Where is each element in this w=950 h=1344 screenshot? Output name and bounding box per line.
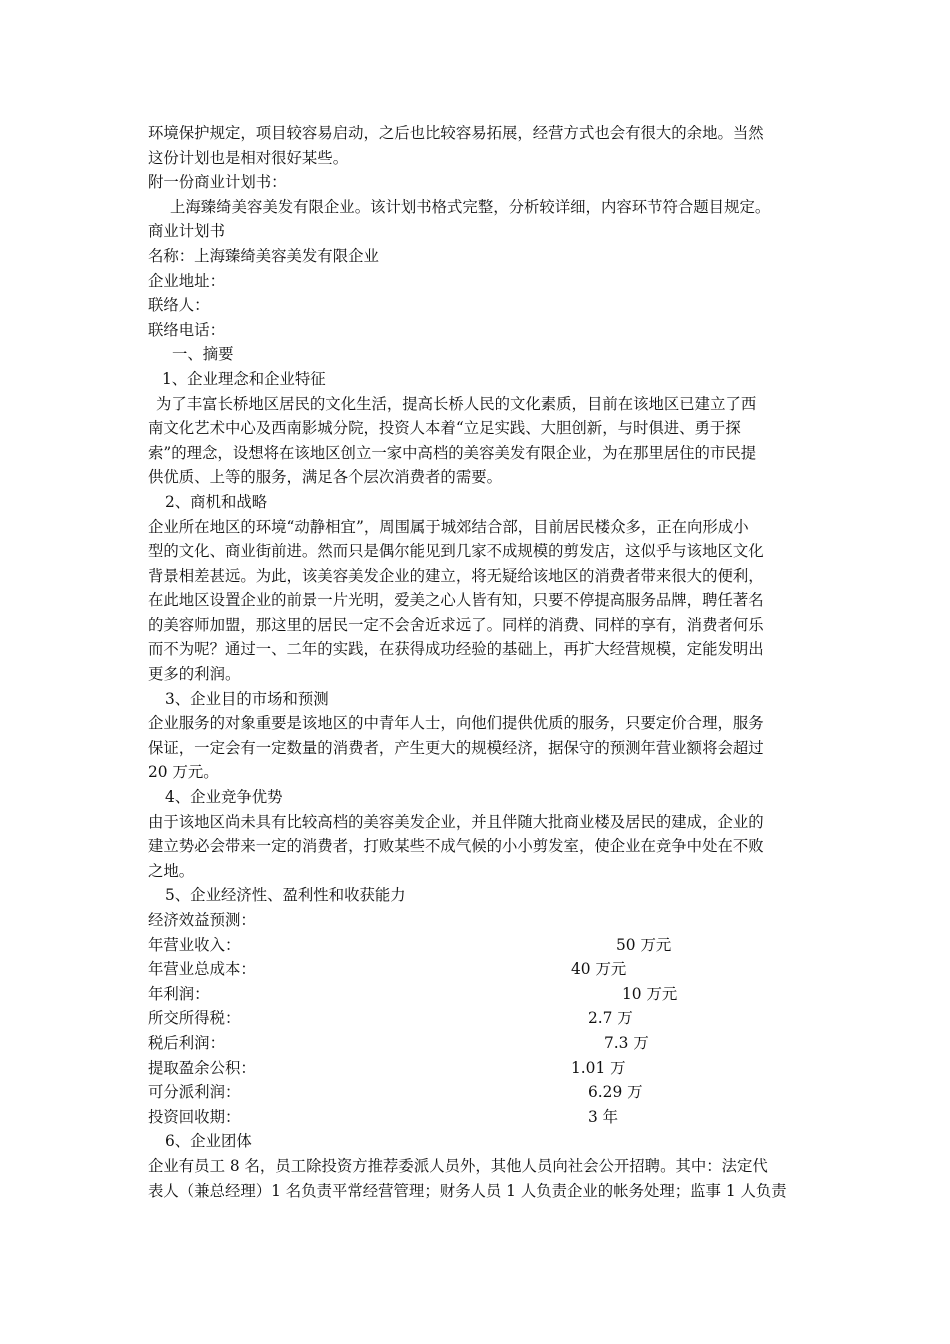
subsection-heading: 6、企业团体 xyxy=(165,1132,252,1151)
paragraph-line: 建立势必会带来一定的消费者，打败某些不成气候的小小剪发室，使企业在竞争中处在不败 xyxy=(148,837,764,856)
subsection-heading: 5、企业经济性、盈利性和收获能力 xyxy=(165,886,406,905)
forecast-label: 所交所得税： xyxy=(148,1009,241,1028)
forecast-row xyxy=(148,1056,838,1081)
contact-phone: 联络电话： xyxy=(148,320,225,339)
subsection-heading: 4、企业竞争优势 xyxy=(165,788,283,807)
paragraph-line: 的美容师加盟，那这里的居民一定不会舍近求远了。同样的消费、同样的享有，消费者何乐 xyxy=(148,615,764,634)
forecast-value: 6.29 万 xyxy=(588,1083,643,1102)
paragraph-line: 由于该地区尚未具有比较高档的美容美发企业，并且伴随大批商业楼及居民的建成，企业的 xyxy=(148,812,764,831)
contact-person: 联络人： xyxy=(148,296,210,315)
forecast-value: 1.01 万 xyxy=(571,1058,626,1077)
subsection-heading: 3、企业目的市场和预测 xyxy=(165,689,329,708)
forecast-row xyxy=(148,1031,838,1056)
paragraph-line: 为了丰富长桥地区居民的文化生活，提高长桥人民的文化素质，目前在该地区已建立了西 xyxy=(156,394,757,413)
paragraph-line: 企业有员工 8 名，员工除投资方推荐委派人员外，其他人员向社会公开招聘。其中：法定代 xyxy=(148,1156,768,1175)
forecast-value: 7.3 万 xyxy=(604,1033,649,1052)
document-title: 商业计划书 xyxy=(148,222,225,241)
forecast-label: 年营业收入： xyxy=(148,935,241,954)
forecast-label: 可分派利润： xyxy=(148,1083,241,1102)
forecast-label: 提取盈余公积： xyxy=(148,1058,256,1077)
forecast-row xyxy=(148,957,838,982)
forecast-row xyxy=(148,1105,838,1130)
forecast-label: 税后利润： xyxy=(148,1033,225,1052)
attachment-note: 附一份商业计划书： xyxy=(148,173,287,192)
forecast-value: 3 年 xyxy=(588,1107,619,1126)
forecast-value: 2.7 万 xyxy=(588,1009,633,1028)
paragraph-line: 更多的利润。 xyxy=(148,665,241,684)
forecast-row xyxy=(148,982,838,1007)
paragraph-line: 20 万元。 xyxy=(148,763,219,782)
paragraph-line: 保证，一定会有一定数量的消费者，产生更大的规模经济，据保守的预测年营业额将会超过 xyxy=(148,738,764,757)
forecast-row xyxy=(148,1006,838,1031)
paragraph-line: 企业所在地区的环境“动静相宜”，周围属于城郊结合部，目前居民楼众多，正在向形成小 xyxy=(148,517,749,536)
paragraph-line: 而不为呢？通过一、二年的实践，在获得成功经验的基础上，再扩大经营规模，定能发明出 xyxy=(148,640,764,659)
forecast-label: 年营业总成本： xyxy=(148,960,256,979)
forecast-title: 经济效益预测： xyxy=(148,911,256,929)
paragraph-line: 型的文化、商业街前进。然而只是偶尔能见到几家不成规模的剪发店，这似乎与该地区文化 xyxy=(148,542,764,561)
subsection-heading: 2、商机和战略 xyxy=(165,492,268,511)
paragraph-line: 供优质、上等的服务，满足各个层次消费者的需要。 xyxy=(148,468,502,487)
forecast-value: 40 万元 xyxy=(571,960,627,979)
paragraph-line: 南文化艺术中心及西南影城分院，投资人本着“立足实践、大胆创新，与时俱进、勇于探 xyxy=(148,419,741,438)
paragraph-line: 在此地区设置企业的前景一片光明，爱美之心人皆有知，只要不停提高服务品牌，聘任著名 xyxy=(148,591,764,610)
forecast-label: 年利润： xyxy=(148,984,210,1003)
paragraph-line: 之地。 xyxy=(148,861,195,880)
forecast-value: 50 万元 xyxy=(616,935,672,954)
company-name: 名称：上海臻绮美容美发有限企业 xyxy=(148,246,379,265)
company-address: 企业地址： xyxy=(148,271,225,290)
forecast-row xyxy=(148,933,838,958)
forecast-value: 10 万元 xyxy=(622,984,678,1003)
paragraph-line: 表人（兼总经理）1 名负责平常经营管理；财务人员 1 人负责企业的帐务处理；监事 1 人负责 xyxy=(148,1181,787,1200)
paragraph-line: 这份计划也是相对很好某些。 xyxy=(148,148,349,167)
paragraph-line: 背景相差甚远。为此，该美容美发企业的建立，将无疑给该地区的消费者带来很大的便利， xyxy=(148,566,764,585)
company-note: 上海臻绮美容美发有限企业。该计划书格式完整，分析较详细，内容环节符合题目规定。 xyxy=(170,197,771,216)
section-heading: 一、摘要 xyxy=(172,345,234,364)
subsection-heading: 1、企业理念和企业特征 xyxy=(162,369,326,388)
paragraph-line: 企业服务的对象重要是该地区的中青年人士，向他们提供优质的服务，只要定价合理，服务 xyxy=(148,714,764,733)
paragraph-line: 环境保护规定，项目较容易启动，之后也比较容易拓展，经营方式也会有很大的余地。当然 xyxy=(148,124,764,142)
paragraph-line: 索”的理念，设想将在该地区创立一家中高档的美容美发有限企业，为在那里居住的市民提 xyxy=(148,443,757,462)
forecast-row xyxy=(148,1080,838,1105)
forecast-label: 投资回收期： xyxy=(148,1107,241,1126)
document-body xyxy=(148,121,838,1203)
